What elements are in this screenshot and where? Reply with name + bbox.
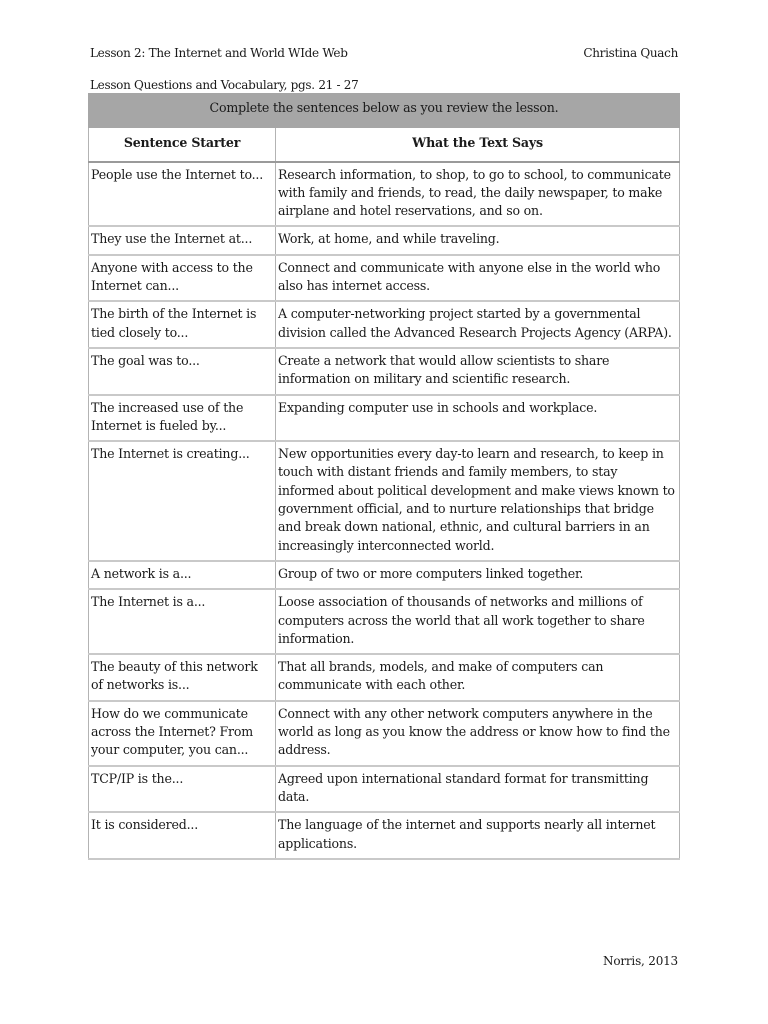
table-row — [89, 766, 680, 813]
table-row — [89, 812, 680, 859]
table-banner-row — [89, 94, 680, 128]
page-header — [90, 46, 678, 64]
text-says-cell: Research information, to shop, to go to school, to communicate with family and friends, to read, the daily newspaper, to make airplane and hotel reservations, and so on. — [276, 162, 680, 227]
table-row — [89, 162, 680, 227]
sentence-starter-cell: They use the Internet at... — [89, 226, 276, 254]
text-says-cell: A computer-networking project started by a governmental division called the Advanced Research Projects Agency (ARPA). — [276, 301, 680, 348]
sentence-starter-cell: The goal was to... — [89, 348, 276, 395]
sentence-starter-cell: The Internet is creating... — [89, 441, 276, 561]
section-subtitle: Lesson Questions and Vocabulary, pgs. 21 - 27 — [90, 78, 359, 92]
column-header-text: What the Text Says — [276, 128, 680, 162]
table-row — [89, 301, 680, 348]
table-row — [89, 255, 680, 302]
table-row — [89, 561, 680, 589]
lesson-table — [88, 93, 680, 860]
text-says-cell: Group of two or more computers linked together. — [276, 561, 680, 589]
text-says-cell: Connect and communicate with anyone else in the world who also has internet access. — [276, 255, 680, 302]
sentence-starter-cell: The beauty of this network of networks is... — [89, 654, 276, 701]
text-says-cell: Create a network that would allow scientists to share information on military and scientific research. — [276, 348, 680, 395]
table-row — [89, 654, 680, 701]
text-says-cell: Expanding computer use in schools and workplace. — [276, 395, 680, 442]
sentence-starter-cell: TCP/IP is the... — [89, 766, 276, 813]
sentence-starter-cell: A network is a... — [89, 561, 276, 589]
sentence-starter-cell: How do we communicate across the Internet? From your computer, you can... — [89, 701, 276, 766]
text-says-cell: Connect with any other network computers anywhere in the world as long as you know the address or know how to find the address. — [276, 701, 680, 766]
table-row — [89, 441, 680, 561]
sentence-starter-cell: Anyone with access to the Internet can... — [89, 255, 276, 302]
table-row — [89, 348, 680, 395]
text-says-cell: Loose association of thousands of networks and millions of computers across the world that all work together to share information. — [276, 589, 680, 654]
table-header-row — [89, 128, 680, 162]
sentence-starter-cell: The increased use of the Internet is fueled by... — [89, 395, 276, 442]
text-says-cell: That all brands, models, and make of computers can communicate with each other. — [276, 654, 680, 701]
table-banner: Complete the sentences below as you review the lesson. — [89, 94, 680, 128]
text-says-cell: The language of the internet and supports nearly all internet applications. — [276, 812, 680, 859]
text-says-cell: New opportunities every day-to learn and research, to keep in touch with distant friends and family members, to stay informed about political development and make views known to government official, and to nurture relationships that bridge and break down national, ethnic, and cultural barriers in an increasingly interconnected world. — [276, 441, 680, 561]
table-row — [89, 395, 680, 442]
sentence-starter-cell: The birth of the Internet is tied closely to... — [89, 301, 276, 348]
table-row — [89, 701, 680, 766]
footer-citation: Norris, 2013 — [603, 954, 678, 968]
table-row — [89, 226, 680, 254]
text-says-cell: Work, at home, and while traveling. — [276, 226, 680, 254]
sentence-starter-cell: The Internet is a... — [89, 589, 276, 654]
sentence-starter-cell: It is considered... — [89, 812, 276, 859]
sentence-starter-cell: People use the Internet to... — [89, 162, 276, 227]
author-name: Christina Quach — [583, 46, 678, 60]
column-header-starter: Sentence Starter — [89, 128, 276, 162]
lesson-title: Lesson 2: The Internet and World WIde Web — [90, 46, 348, 60]
text-says-cell: Agreed upon international standard format for transmitting data. — [276, 766, 680, 813]
table-row — [89, 589, 680, 654]
